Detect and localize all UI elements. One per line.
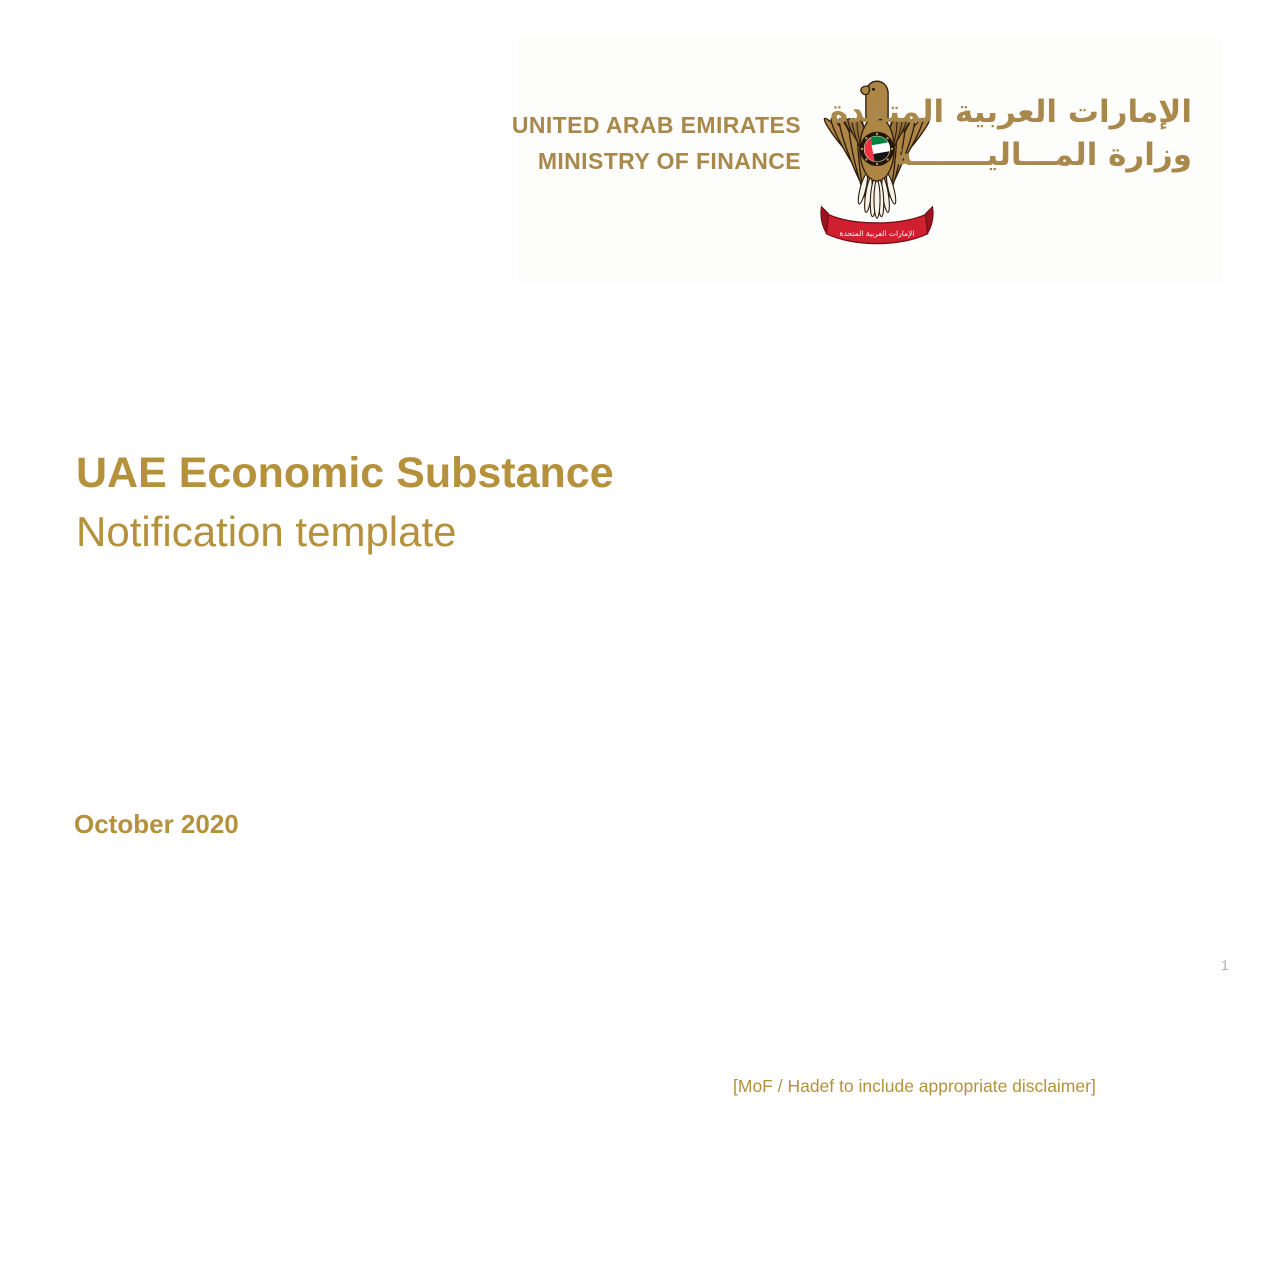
ministry-name-arabic	[829, 91, 1192, 177]
document-subtitle: Notification template	[76, 508, 457, 555]
falcon-tail	[856, 174, 897, 218]
org-name-en-line1: UNITED ARAB EMIRATES	[511, 112, 801, 138]
org-name-ar-line1: الإمارات العربية المتحدة	[829, 94, 1192, 130]
org-name-en-line2: MINISTRY OF FINANCE	[537, 148, 801, 174]
document-date: October 2020	[74, 809, 239, 839]
page-number: 1	[1221, 957, 1229, 973]
org-name-ar-line2: وزارة المـــاليـــــــة	[893, 137, 1192, 173]
disclaimer-placeholder: [MoF / Hadef to include appropriate disclaimer]	[733, 1076, 1096, 1096]
uae-flag-roundel	[860, 132, 893, 165]
document-title: UAE Economic Substance	[76, 449, 614, 497]
emblem-banner-text: الإمارات العربية المتحدة	[839, 228, 915, 238]
mof-logo-block	[511, 35, 1222, 283]
ministry-name-english	[512, 107, 801, 179]
